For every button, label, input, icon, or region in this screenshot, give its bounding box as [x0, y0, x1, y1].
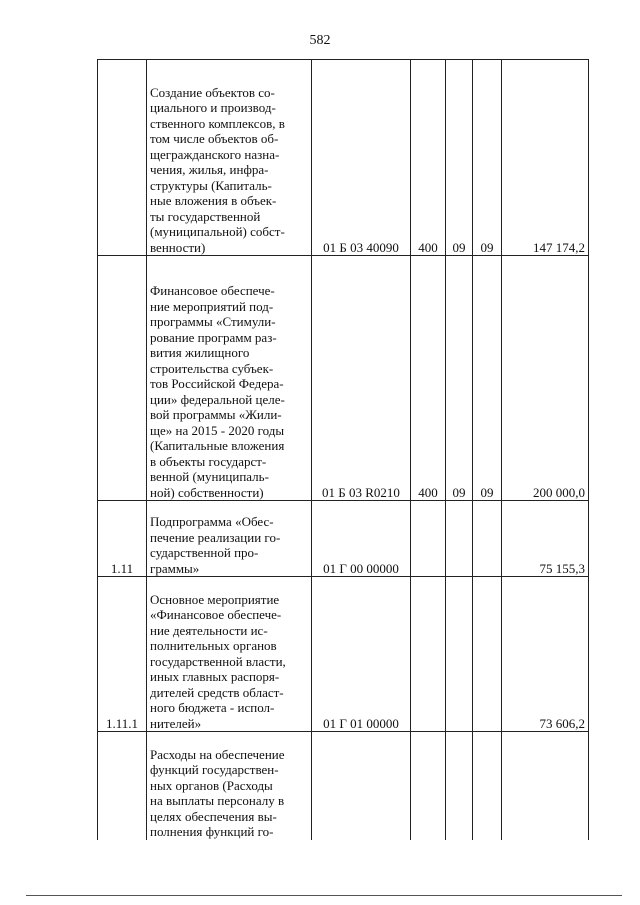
table-row [98, 732, 589, 840]
row-name: Основное мероприятие «Финансовое обеспече- ние деятельности ис- полнительных органов государственной власти, иных главных распоря- дителей средств област- ного бюджета - испол- нителей» [147, 577, 312, 732]
row-number: 1.11 [98, 501, 147, 577]
amount: 200 000,0 [502, 256, 589, 501]
target-article-code: 01 Г 01 00000 [312, 577, 411, 732]
expense-type-code [411, 501, 446, 577]
page-number: 582 [309, 33, 331, 48]
scan-bottom-edge [26, 895, 622, 896]
table-row [98, 501, 589, 577]
section-code [446, 732, 473, 840]
budget-table [97, 59, 589, 840]
subsection-code [473, 577, 502, 732]
row-number [98, 60, 147, 256]
amount: 73 606,2 [502, 577, 589, 732]
expense-type-code: 400 [411, 60, 446, 256]
subsection-code: 09 [473, 256, 502, 501]
target-article-code: 01 Б 03 40090 [312, 60, 411, 256]
table-row [98, 60, 589, 256]
expense-type-code [411, 577, 446, 732]
subsection-code [473, 501, 502, 577]
row-name: Финансовое обеспече- ние мероприятий под- программы «Стимули- рование программ раз- вития жилищного строительства субъек- тов Российской Федера- ции» федеральной целе- вой программы «Жили- ще» на 2015 - 2020 годы (Капитальные вложения в объекты государст- венной (муниципаль- ной) собственности) [147, 256, 312, 501]
expense-type-code: 400 [411, 256, 446, 501]
subsection-code: 09 [473, 60, 502, 256]
row-number [98, 256, 147, 501]
expense-type-code [411, 732, 446, 840]
amount: 147 174,2 [502, 60, 589, 256]
table-row [98, 577, 589, 732]
table-row [98, 256, 589, 501]
section-code [446, 577, 473, 732]
section-code: 09 [446, 60, 473, 256]
target-article-code: 01 Г 00 00000 [312, 501, 411, 577]
subsection-code [473, 732, 502, 840]
row-name: Расходы на обеспечение функций государствен- ных органов (Расходы на выплаты персоналу в целях обеспечения вы- полнения функций го- [147, 732, 312, 840]
amount: 75 155,3 [502, 501, 589, 577]
row-number [98, 732, 147, 840]
row-number: 1.11.1 [98, 577, 147, 732]
target-article-code [312, 732, 411, 840]
section-code [446, 501, 473, 577]
row-name: Создание объектов со- циального и производ- ственного комплексов, в том числе объектов об- щегражданского назна- чения, жилья, инфра- структуры (Капиталь- ные вложения в объек- ты государственной (муниципальной) собст- венности) [147, 60, 312, 256]
amount [502, 732, 589, 840]
target-article-code: 01 Б 03 R0210 [312, 256, 411, 501]
row-name: Подпрограмма «Обес- печение реализации го- сударственной про- граммы» [147, 501, 312, 577]
section-code: 09 [446, 256, 473, 501]
